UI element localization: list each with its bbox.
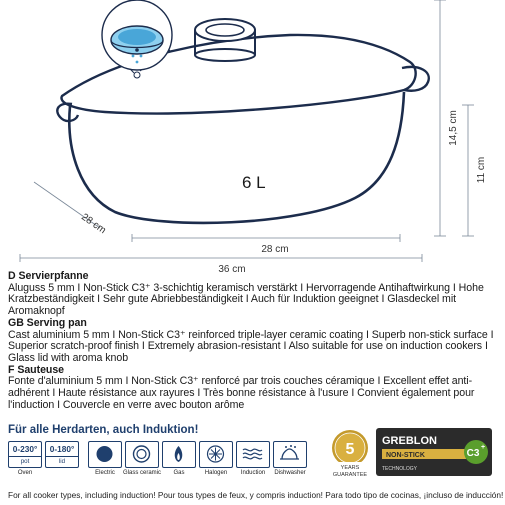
section-de-body: Aluguss 5 mm I Non-Stick C3⁺ 3-schichtig keramisch verstärkt I Hervorragende Antihaftwirkung I Hohe Kratzbeständigkeit I Sehr gute Abriebbeständigkeit I Auch für Induktion geeignet I Glasdeckel mit Aromaknopf: [8, 281, 484, 318]
electric-icon: [88, 441, 122, 468]
icon-label-dishwasher: Dishwasher: [274, 470, 306, 476]
dishwasher-icon: [273, 441, 307, 468]
oven-temp-pot-icon: 0-230° pot: [8, 441, 42, 468]
halogen-icon: [199, 441, 233, 468]
oven-temp-lid-icon: 0-180° lid: [45, 441, 79, 468]
svg-text:NON-STICK: NON-STICK: [386, 452, 425, 459]
glass-ceramic-icon: [125, 441, 159, 468]
svg-text:5: 5: [345, 441, 355, 458]
guarantee-badge: [330, 430, 370, 478]
icon-label-halogen: Halogen: [204, 470, 228, 476]
induction-icon: [236, 441, 270, 468]
greblon-logo: [376, 428, 492, 476]
svg-text:C3: C3: [466, 448, 480, 459]
section-gb-body: Cast aluminium 5 mm I Non-Stick C3⁺ reinforced triple-layer ceramic coating I Superb non-stick surface I Superior scratch-proof finish I Extremely abrasion-resistant I Also suitable for use on induction cookers I Glass lid with aroma knob: [8, 328, 494, 364]
icon-label-oven: Oven: [17, 470, 33, 476]
product-description: [8, 271, 500, 411]
height-body-label: 11 cm: [476, 156, 487, 184]
badges: [330, 424, 500, 490]
gas-icon: [162, 441, 196, 468]
bottom-length-label: 28 cm: [261, 244, 289, 255]
section-gb-heading: GB Serving pan: [8, 316, 87, 329]
height-total-label: 14,5 cm: [448, 110, 459, 146]
footer-text: For all cooker types, including induction! Pour tous types de feux, y compris induction! Para todo tipo de cocinas, ¡incluso de inducción!: [8, 490, 504, 500]
svg-text:+: +: [480, 444, 486, 451]
section-fr-body: Fonte d'aluminium 5 mm I Non-Stick C3⁺ renforcé par trois couches céramique I Excellent effet anti-adhérent I Haute résistance aux rayures I Très bonne résistance à l'usure I Convient également pour l'induction I Couvercle en verre avec bouton arôme: [8, 375, 475, 411]
section-fr-heading: F Sauteuse: [8, 363, 65, 376]
depth-label: 28 cm: [79, 211, 108, 237]
icon-label-gas: Gas: [173, 470, 185, 476]
cooker-icons: [8, 441, 304, 486]
icon-label-electric: Electric: [95, 470, 115, 476]
knob-top: [195, 19, 255, 41]
svg-text:YEARS: YEARS: [340, 465, 360, 471]
top-length-label: 36 cm: [218, 264, 246, 275]
icon-label-glass-ceramic: Glass ceramic: [122, 470, 161, 476]
icon-label-induction: Induction: [240, 470, 266, 476]
svg-text:GREBLON: GREBLON: [382, 435, 437, 447]
svg-text:TECHNOLOGY: TECHNOLOGY: [382, 466, 418, 472]
section-de-heading: D Servierpfanne: [8, 270, 89, 282]
cooker-tagline: Für alle Herdarten, auch Induktion!: [8, 424, 199, 436]
svg-text:GUARANTEE: GUARANTEE: [332, 472, 368, 478]
aroma-detail: [102, 0, 172, 78]
volume-label: 6 L: [242, 173, 266, 192]
knob-base: [195, 49, 255, 61]
